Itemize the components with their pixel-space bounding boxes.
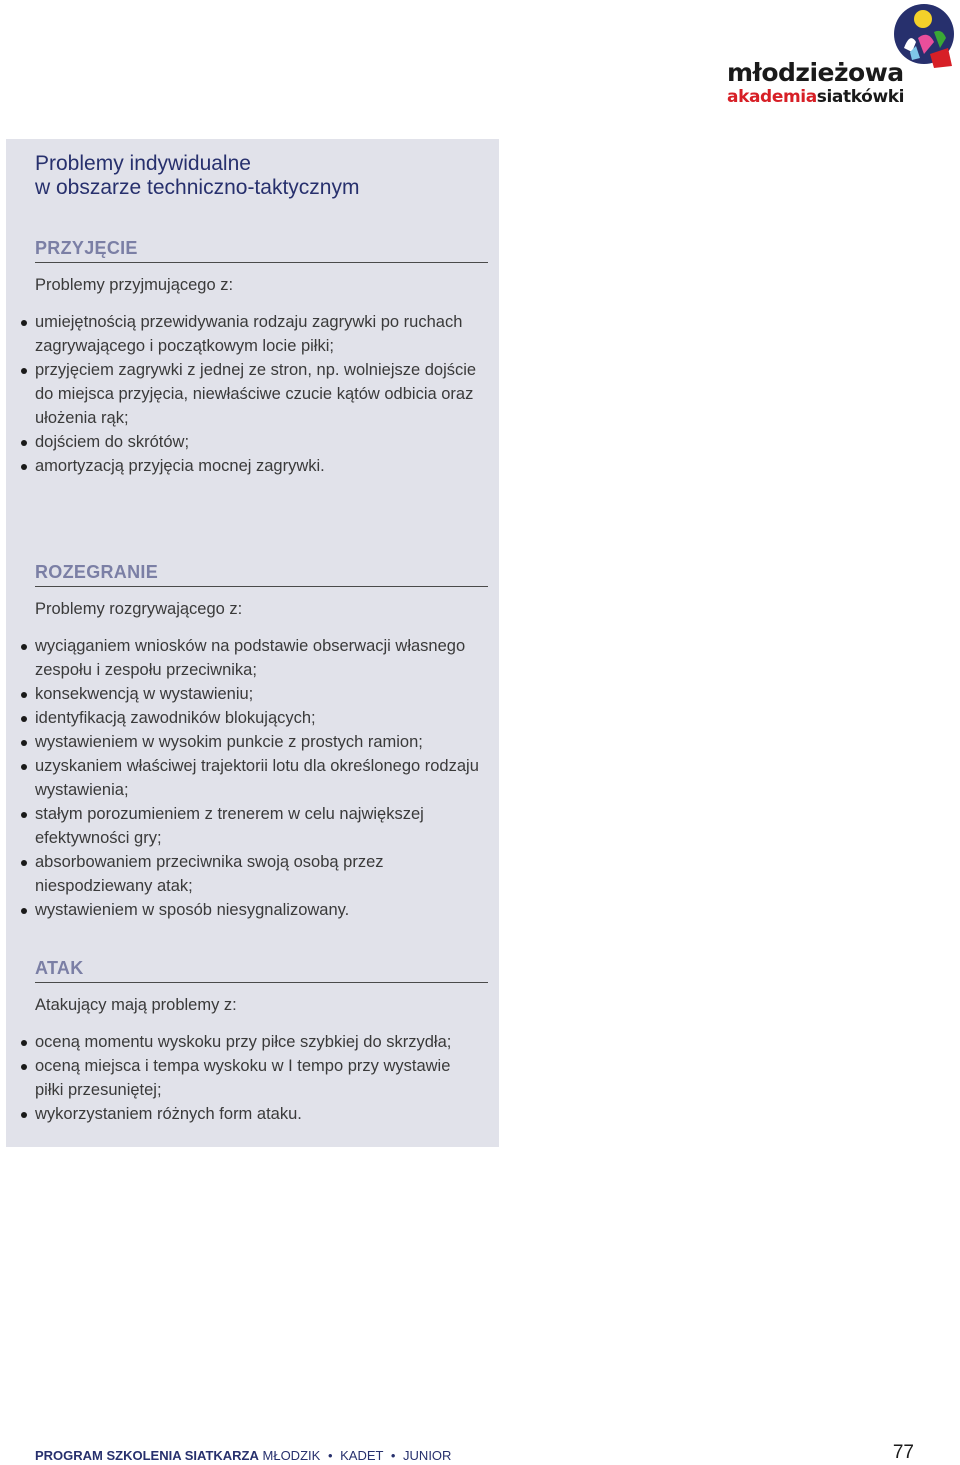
logo-word-akademia-siatkowki bbox=[727, 89, 904, 106]
page-footer bbox=[35, 1447, 451, 1465]
list-item-text: amortyzacją przyjęcia mocnej zagrywki. bbox=[35, 457, 325, 475]
list-item bbox=[35, 706, 488, 730]
footer-level-junior: JUNIOR bbox=[403, 1448, 452, 1463]
logo-word-mlodziezowa: młodzieżowa bbox=[727, 58, 904, 87]
list-item-text: dojściem do skrótów; bbox=[35, 433, 190, 451]
page-number: 77 bbox=[892, 1442, 914, 1463]
section-heading: PRZYJĘCIE bbox=[35, 236, 488, 263]
panel-title-line-1: Problemy indywidualne bbox=[35, 152, 251, 175]
bullet-icon bbox=[21, 764, 27, 770]
bullet-list bbox=[35, 634, 488, 922]
bullet-icon bbox=[21, 320, 27, 326]
section-przyjecie bbox=[35, 236, 488, 478]
section-intro: Atakujący mają problemy z: bbox=[35, 996, 237, 1014]
bullet-icon bbox=[21, 644, 27, 650]
content-panel bbox=[6, 139, 499, 1147]
list-item-text: konsekwencją w wystawieniu; bbox=[35, 685, 254, 703]
list-item bbox=[35, 802, 488, 850]
bullet-icon bbox=[21, 812, 27, 818]
list-item-text: oceną miejsca i tempa wyskoku w I tempo przy wystawie piłki przesuniętej; bbox=[35, 1057, 451, 1099]
bullet-icon bbox=[21, 1040, 27, 1046]
list-item-text: stałym porozumieniem z trenerem w celu największej efektywności gry; bbox=[35, 805, 424, 847]
list-item-text: wystawieniem w wysokim punkcie z prostych ramion; bbox=[35, 733, 423, 751]
list-item bbox=[35, 1054, 488, 1102]
bullet-icon bbox=[21, 1112, 27, 1118]
section-rozegranie bbox=[35, 560, 488, 922]
footer-separator: • bbox=[390, 1448, 396, 1463]
list-item bbox=[35, 454, 488, 478]
footer-program: PROGRAM SZKOLENIA SIATKARZA bbox=[35, 1448, 259, 1463]
list-item-text: oceną momentu wyskoku przy piłce szybkiej do skrzydła; bbox=[35, 1033, 452, 1051]
list-item bbox=[35, 850, 488, 898]
panel-title-line-2: w obszarze techniczno-taktycznym bbox=[35, 176, 360, 199]
logo-word-akademia: akademia bbox=[727, 87, 817, 107]
list-item bbox=[35, 310, 488, 358]
list-item-text: identyfikacją zawodników blokujących; bbox=[35, 709, 316, 727]
section-intro: Problemy rozgrywającego z: bbox=[35, 600, 243, 618]
list-item bbox=[35, 1102, 488, 1126]
list-item bbox=[35, 898, 488, 922]
list-item bbox=[35, 682, 488, 706]
list-item-text: absorbowaniem przeciwnika swoją osobą przez niespodziewany atak; bbox=[35, 853, 384, 895]
footer-separator: • bbox=[327, 1448, 333, 1463]
footer-level-mlodzik: MŁODZIK bbox=[262, 1448, 321, 1463]
list-item bbox=[35, 358, 488, 430]
list-item-text: wystawieniem w sposób niesygnalizowany. bbox=[35, 901, 350, 919]
list-item bbox=[35, 754, 488, 802]
section-heading: ATAK bbox=[35, 956, 488, 983]
footer-level-kadet: KADET bbox=[340, 1448, 384, 1463]
bullet-icon bbox=[21, 908, 27, 914]
brand-logo bbox=[718, 2, 958, 110]
list-item-text: wyciąganiem wniosków na podstawie obserwacji własnego zespołu i zespołu przeciwnika; bbox=[35, 637, 466, 679]
bullet-icon bbox=[21, 440, 27, 446]
bullet-icon bbox=[21, 740, 27, 746]
bullet-icon bbox=[21, 692, 27, 698]
list-item-text: umiejętnością przewidywania rodzaju zagrywki po ruchach zagrywającego i początkowym locie piłki; bbox=[35, 313, 463, 355]
list-item-text: przyjęciem zagrywki z jednej ze stron, np. wolniejsze dojście do miejsca przyjęcia, niewłaściwe czucie kątów odbicia oraz ułożenia rąk; bbox=[35, 361, 477, 427]
bullet-icon bbox=[21, 464, 27, 470]
logo-word-siatkowki: siatkówki bbox=[816, 87, 905, 107]
list-item-text: uzyskaniem właściwej trajektorii lotu dla określonego rodzaju wystawienia; bbox=[35, 757, 479, 799]
bullet-list bbox=[35, 310, 488, 478]
panel-title bbox=[35, 152, 359, 200]
bullet-icon bbox=[21, 716, 27, 722]
bullet-list bbox=[35, 1030, 488, 1126]
list-item-text: wykorzystaniem różnych form ataku. bbox=[35, 1105, 302, 1123]
bullet-icon bbox=[21, 860, 27, 866]
section-intro: Problemy przyjmującego z: bbox=[35, 276, 234, 294]
section-atak bbox=[35, 956, 488, 1126]
list-item bbox=[35, 1030, 488, 1054]
section-heading: ROZEGRANIE bbox=[35, 560, 488, 587]
bullet-icon bbox=[21, 368, 27, 374]
list-item bbox=[35, 634, 488, 682]
list-item bbox=[35, 730, 488, 754]
list-item bbox=[35, 430, 488, 454]
bullet-icon bbox=[21, 1064, 27, 1070]
